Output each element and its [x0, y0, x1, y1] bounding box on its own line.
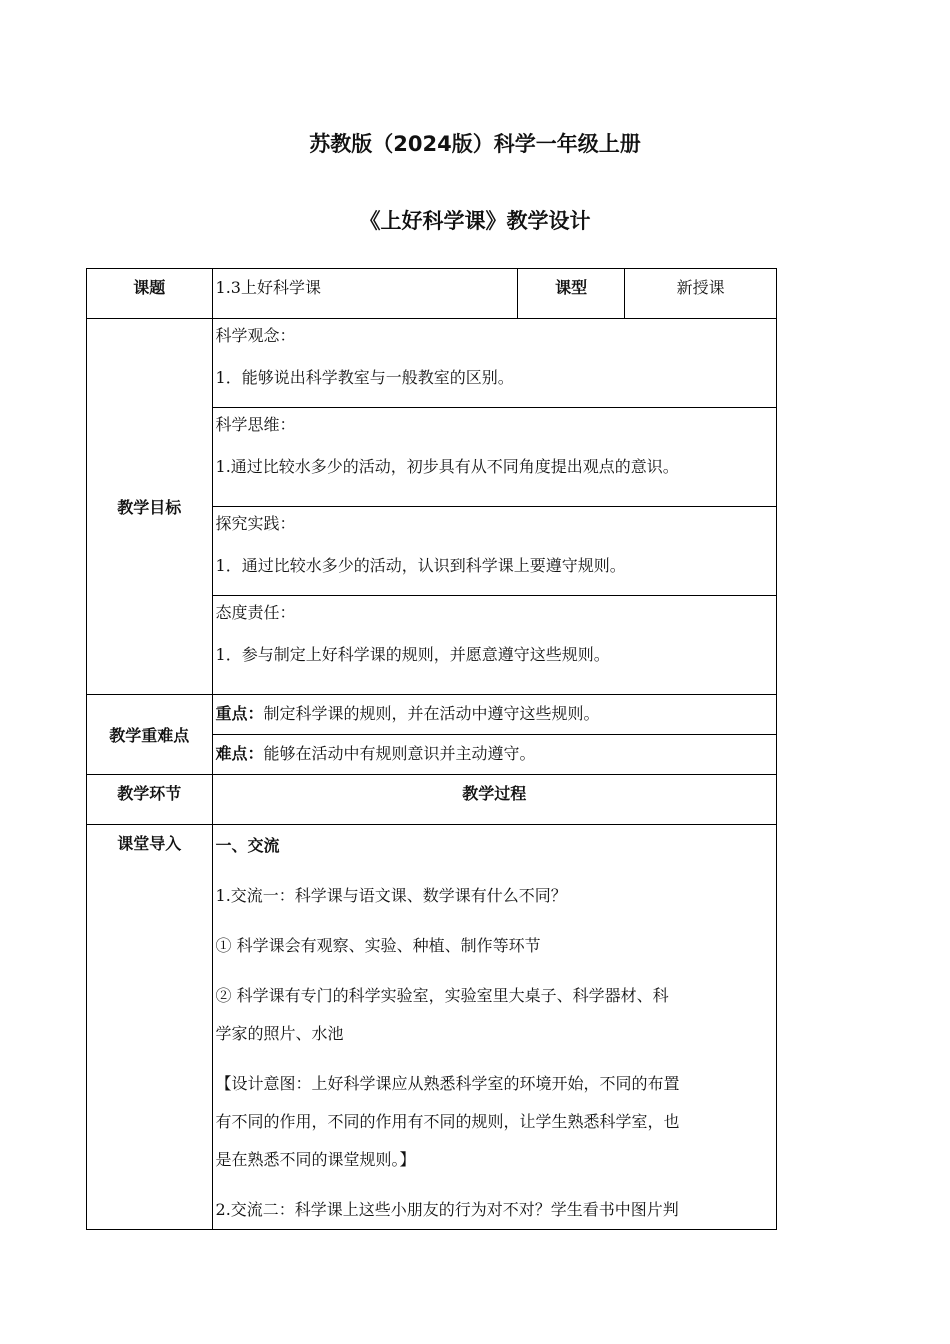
question-two: 2.交流二：科学课上这些小朋友的行为对不对？学生看书中图片判 [215, 1200, 679, 1219]
objectives-label: 教学目标 [87, 319, 213, 695]
key-point-text: 制定科学课的规则，并在活动中遵守这些规则。 [263, 704, 600, 723]
intro-row [87, 825, 777, 1230]
objective-heading: 探究实践： [215, 514, 296, 533]
stage-header: 教学环节 [87, 775, 213, 825]
objective-heading: 态度责任： [215, 603, 296, 622]
document-subtitle: 《上好科学课》教学设计 [359, 209, 591, 233]
objective-item: 1．通过比较水多少的活动，认识到科学课上要遵守规则。 [215, 556, 626, 575]
question-one: 1.交流一：科学课与语文课、数学课有什么不同？ [215, 886, 567, 905]
section-heading: 一、交流 [215, 836, 280, 855]
answer-two-line-1: ② 科学课有专门的科学实验室，实验室里大桌子、科学器材、科 [215, 986, 669, 1005]
answer-two-line-2: 学家的照片、水池 [215, 1024, 344, 1043]
objective-block [212, 319, 776, 408]
key-point-cell [212, 695, 776, 735]
difficult-point-text: 能够在活动中有规则意识并主动遵守。 [263, 744, 536, 763]
key-point-label: 重点： [215, 704, 264, 723]
key-points-label: 教学重难点 [87, 695, 213, 775]
objective-heading: 科学思维： [215, 415, 296, 434]
topic-row [87, 269, 777, 319]
objective-item: 1.通过比较水多少的活动，初步具有从不同角度提出观点的意识。 [215, 457, 679, 476]
design-intent-line-1: 【设计意图：上好科学课应从熟悉科学室的环境开始，不同的布置 [215, 1074, 680, 1093]
design-intent-line-2: 有不同的作用，不同的作用有不同的规则，让学生熟悉科学室，也 [215, 1112, 680, 1131]
intro-content [212, 825, 776, 1230]
process-header-row [87, 775, 777, 825]
lesson-type-value: 新授课 [625, 269, 777, 319]
objective-block [212, 596, 776, 695]
objective-row [87, 319, 777, 408]
topic-value: 1.3上好科学课 [212, 269, 517, 319]
intro-label: 课堂导入 [87, 825, 213, 1230]
objective-block [212, 507, 776, 596]
key-point-row [87, 695, 777, 735]
document-title: 苏教版（2024版）科学一年级上册 [309, 132, 641, 156]
answer-one: ① 科学课会有观察、实验、种植、制作等环节 [215, 936, 541, 955]
objective-item: 1．能够说出科学教室与一般教室的区别。 [215, 368, 514, 387]
lesson-type-label: 课型 [517, 269, 624, 319]
topic-label: 课题 [87, 269, 213, 319]
process-header: 教学过程 [212, 775, 776, 825]
objective-block [212, 408, 776, 507]
objective-item: 1．参与制定上好科学课的规则，并愿意遵守这些规则。 [215, 645, 610, 664]
difficult-point-label: 难点： [215, 744, 264, 763]
design-intent-line-3: 是在熟悉不同的课堂规则。】 [215, 1150, 416, 1169]
objective-heading: 科学观念： [215, 326, 296, 345]
difficult-point-cell [212, 735, 776, 775]
lesson-plan-table [86, 268, 777, 1230]
